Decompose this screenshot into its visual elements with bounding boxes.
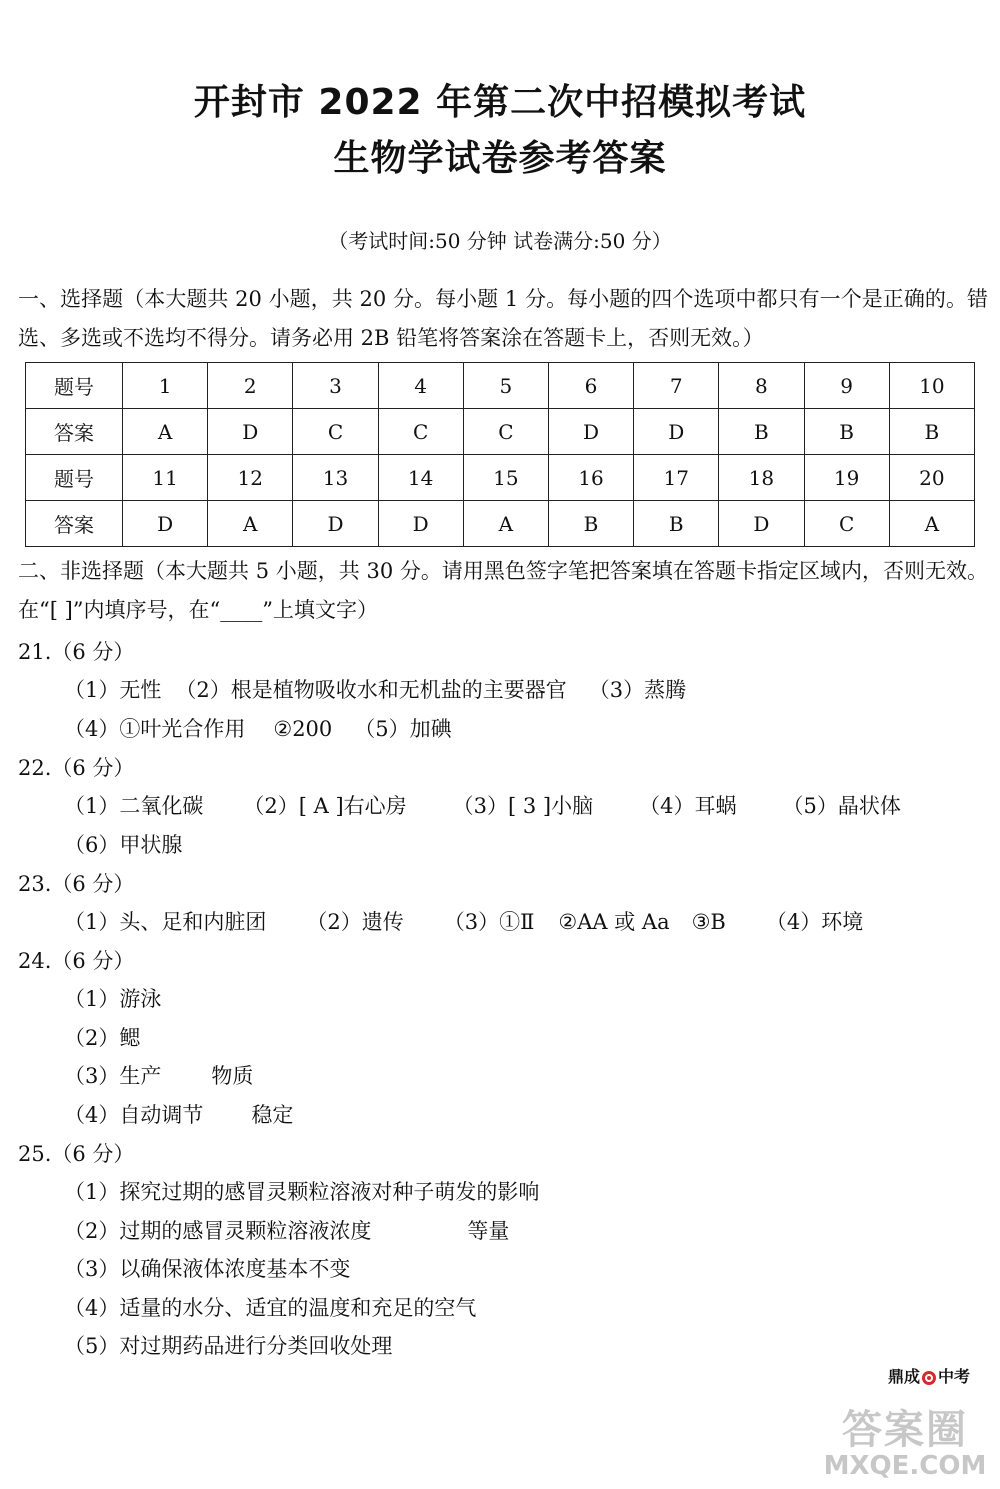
section2-instructions: 二、非选择题（本大题共 5 小题，共 30 分。请用黑色签字笔把答案填在答题卡指定区域内，否则无效。在“[ ]”内填序号，在“____”上填文字） [18,559,988,622]
table-row [26,363,975,409]
table-cell: B [634,501,719,547]
question-25-line-2 [64,1215,509,1245]
answer-text: （4）耳蜗 [639,794,737,818]
question-24-line-1: （1）游泳 [64,987,162,1011]
answer-text: ②AA 或 Aa [558,910,670,934]
answer-text: （1）二氧化碳 [64,794,204,818]
question-22-line-1 [64,790,901,820]
answer-text: ②200 [273,717,333,741]
question-25-line-4: （4）适量的水分、适宜的温度和充足的空气 [64,1296,477,1320]
target-icon [922,1371,936,1385]
table-cell: D [634,409,719,455]
table-cell: 2 [208,363,293,409]
table-cell: C [378,409,463,455]
table-cell: 4 [378,363,463,409]
table-cell: 19 [804,455,889,501]
table-cell: 6 [548,363,633,409]
answer-text: （1）头、足和内脏团 [64,910,267,934]
question-23-label: 23.（6 分） [18,872,135,896]
table-cell: D [719,501,804,547]
table-cell: 1 [123,363,208,409]
table-cell: B [719,409,804,455]
table-row [26,455,975,501]
table-cell: 14 [378,455,463,501]
answer-text: （6）甲状腺 [64,833,183,857]
question-21-line-1 [64,674,686,704]
table-cell: C [804,501,889,547]
question-25-line-3: （3）以确保液体浓度基本不变 [64,1257,351,1281]
logo-text-left: 鼎成 [888,1367,921,1386]
answer-text: （3）①Ⅱ [443,910,535,934]
answer-text: （4）自动调节 [64,1103,204,1127]
answer-text: （2）过期的感冒灵颗粒溶液浓度 [64,1219,372,1243]
table-cell: A [889,501,974,547]
question-23-line-1 [64,906,863,936]
question-25-label: 25.（6 分） [18,1142,135,1166]
table-cell: 10 [889,363,974,409]
logo-text-right: 中考 [938,1367,971,1386]
question-22-label: 22.（6 分） [18,756,135,780]
table-cell: 15 [463,455,548,501]
question-22-line-2 [64,829,182,859]
table-cell: 16 [548,455,633,501]
answer-text: ③B [691,910,726,934]
table-header-cell: 题号 [26,455,123,501]
question-24-line-3 [64,1060,253,1090]
table-header-cell: 答案 [26,409,123,455]
table-cell: B [548,501,633,547]
table-cell: A [463,501,548,547]
table-cell: A [208,501,293,547]
answer-text: （5）加碘 [354,717,452,741]
table-cell: 9 [804,363,889,409]
table-cell: 8 [719,363,804,409]
answer-text: （1）无性 [64,678,162,702]
section1-instructions: 一、选择题（本大题共 20 小题，共 20 分。每小题 1 分。每小题的四个选项中都只有一个是正确的。错选、多选或不选均不得分。请务必用 2B 铅笔将答案涂在答题卡上，否则无效。） [18,287,988,350]
answer-text: （3）蒸腾 [588,678,687,702]
answer-text: （3）[ 3 ]小脑 [452,794,594,818]
table-cell: 20 [889,455,974,501]
publisher-logo [888,1364,970,1387]
answer-text: （4）环境 [765,910,864,934]
answer-text: 物质 [211,1064,254,1088]
table-cell: B [804,409,889,455]
table-row [26,501,975,547]
answer-text: 等量 [467,1219,510,1243]
page-title: 开封市 2022 年第二次中招模拟考试 [193,82,807,123]
table-cell: 17 [634,455,719,501]
question-25-line-1: （1）探究过期的感冒灵颗粒溶液对种子萌发的影响 [64,1180,540,1204]
table-cell: 11 [123,455,208,501]
answer-text: （5）晶状体 [782,794,901,818]
table-header-cell: 答案 [26,501,123,547]
table-cell: C [293,409,378,455]
watermark [820,1398,990,1481]
table-row [26,409,975,455]
table-cell: D [378,501,463,547]
table-cell: 5 [463,363,548,409]
answer-text: （4）①叶光合作用 [64,717,246,741]
answer-text: （2）根是植物吸收水和无机盐的主要器官 [175,678,567,702]
table-cell: A [123,409,208,455]
question-21-label: 21.（6 分） [18,640,135,664]
table-cell: D [123,501,208,547]
watermark-url: MXQE.COM [823,1451,987,1481]
answer-table [25,362,975,547]
table-cell: B [889,409,974,455]
question-25-line-5: （5）对过期药品进行分类回收处理 [64,1334,393,1358]
table-cell: 3 [293,363,378,409]
table-cell: D [208,409,293,455]
question-24-line-2: （2）鳃 [64,1026,141,1050]
table-header-cell: 题号 [26,363,123,409]
table-cell: 13 [293,455,378,501]
page-subtitle-title: 生物学试卷参考答案 [333,138,667,179]
answer-text: 稳定 [251,1103,294,1127]
table-cell: 18 [719,455,804,501]
question-21-line-2 [64,713,452,743]
table-cell: 7 [634,363,719,409]
answer-text: （2）[ A ]右心房 [243,794,407,818]
table-cell: 12 [208,455,293,501]
watermark-title: 答案圈 [842,1407,968,1453]
table-cell: D [293,501,378,547]
answer-text: （3）生产 [64,1064,162,1088]
table-cell: D [548,409,633,455]
question-24-label: 24.（6 分） [18,949,135,973]
exam-info: （考试时间:50 分钟 试卷满分:50 分） [328,229,672,253]
table-cell: C [463,409,548,455]
answer-text: （2）遗传 [306,910,404,934]
question-24-line-4 [64,1099,293,1129]
